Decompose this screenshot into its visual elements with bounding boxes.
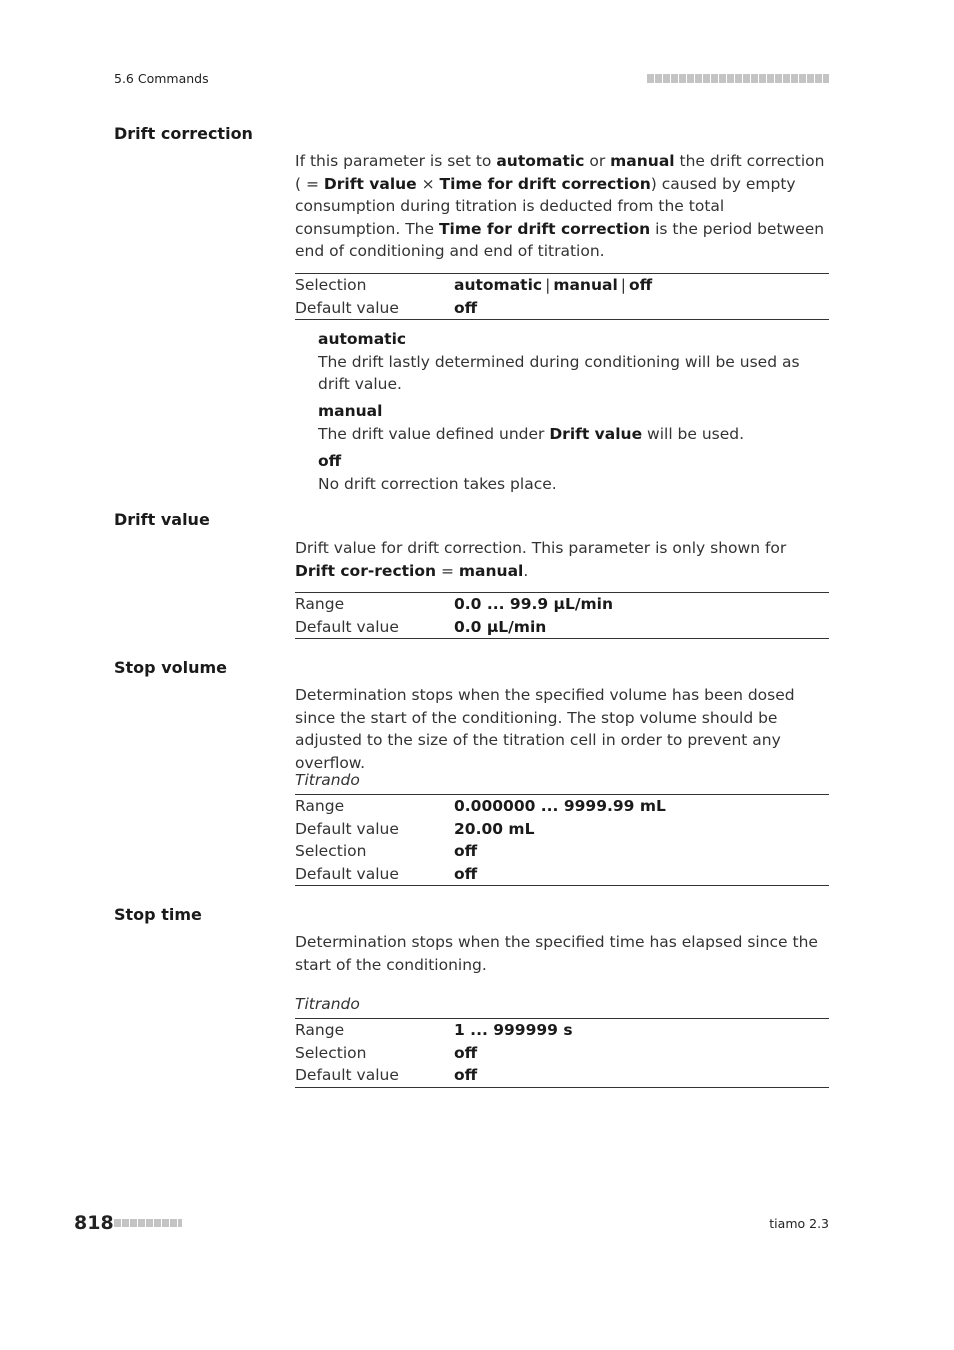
table-row — [295, 1064, 829, 1087]
table-row — [295, 863, 829, 886]
section-title-drift-value: Drift value — [114, 510, 210, 529]
selection-label: Selection — [295, 1043, 367, 1062]
table-row — [295, 795, 829, 818]
selection-label: Selection — [295, 276, 367, 294]
table-row — [295, 616, 829, 639]
section-title-stop-time: Stop time — [114, 905, 202, 924]
option-name: manual — [318, 402, 383, 420]
table-row — [295, 840, 829, 863]
option-description: The drift value defined under Drift value will be used. — [318, 424, 745, 443]
default-value-label: Default value — [295, 864, 399, 883]
table-row — [295, 1019, 829, 1042]
device-label: Titrando — [295, 771, 360, 789]
range-value: 1 ... 999999 s — [454, 1021, 573, 1039]
default-value: off — [454, 864, 478, 883]
option-description: The drift lastly determined during conditioning will be used as drift value. — [318, 352, 800, 393]
default-value: 20.00 mL — [454, 819, 535, 838]
default-value-label: Default value — [295, 819, 399, 838]
stop-time-parameter-table — [295, 1018, 829, 1088]
selection-values: automatic | manual | off — [454, 276, 653, 294]
range-value: 0.000000 ... 9999.99 mL — [454, 797, 666, 815]
range-label: Range — [295, 797, 345, 815]
header-decoration — [647, 74, 829, 83]
table-row — [295, 818, 829, 841]
page-number: 818 — [74, 1212, 114, 1234]
drift-value-description: Drift value for drift correction. This parameter is only shown for Drift cor-rection = manual. — [295, 539, 787, 580]
option-name: off — [318, 452, 342, 470]
stop-time-description: Determination stops when the specified time has elapsed since the start of the conditioning. — [295, 933, 818, 974]
running-header-section: 5.6 Commands — [114, 71, 209, 86]
option-off — [318, 450, 828, 495]
table-row — [295, 1042, 829, 1065]
footer-decoration — [114, 1219, 182, 1227]
drift-correction-description: If this parameter is set to automatic or manual the drift correction ( = Drift value × Time for drift correction) caused by empty consumption during titration is deducted from the total consumption. The Time for drift correction is the period between end of conditioning and end of titration. — [295, 152, 825, 260]
range-label: Range — [295, 595, 345, 613]
device-label: Titrando — [295, 995, 360, 1013]
range-label: Range — [295, 1021, 345, 1039]
drift-correction-parameter-table — [295, 273, 829, 320]
option-name: automatic — [318, 330, 407, 348]
table-row — [295, 297, 829, 320]
option-description: No drift correction takes place. — [318, 474, 557, 493]
default-value-label: Default value — [295, 298, 399, 317]
stop-volume-parameter-table — [295, 794, 829, 886]
product-name: tiamo 2.3 — [769, 1216, 829, 1231]
stop-volume-description: Determination stops when the specified volume has been dosed since the start of the conditioning. The stop volume should be adjusted to the size of the titration cell in order to prevent any overflow. — [295, 686, 795, 772]
range-value: 0.0 ... 99.9 µL/min — [454, 595, 613, 613]
default-value-label: Default value — [295, 617, 399, 636]
selection-value: off — [454, 1043, 478, 1062]
section-title-stop-volume: Stop volume — [114, 658, 228, 677]
default-value-label: Default value — [295, 1066, 399, 1084]
option-automatic — [318, 328, 828, 396]
section-title-drift-correction: Drift correction — [114, 124, 253, 143]
default-value: off — [454, 1066, 478, 1084]
drift-value-parameter-table — [295, 592, 829, 639]
selection-label: Selection — [295, 842, 367, 860]
table-row — [295, 274, 829, 297]
table-row — [295, 593, 829, 616]
option-manual — [318, 400, 828, 445]
default-value: off — [454, 298, 478, 317]
selection-value: off — [454, 842, 478, 860]
default-value: 0.0 µL/min — [454, 617, 547, 636]
